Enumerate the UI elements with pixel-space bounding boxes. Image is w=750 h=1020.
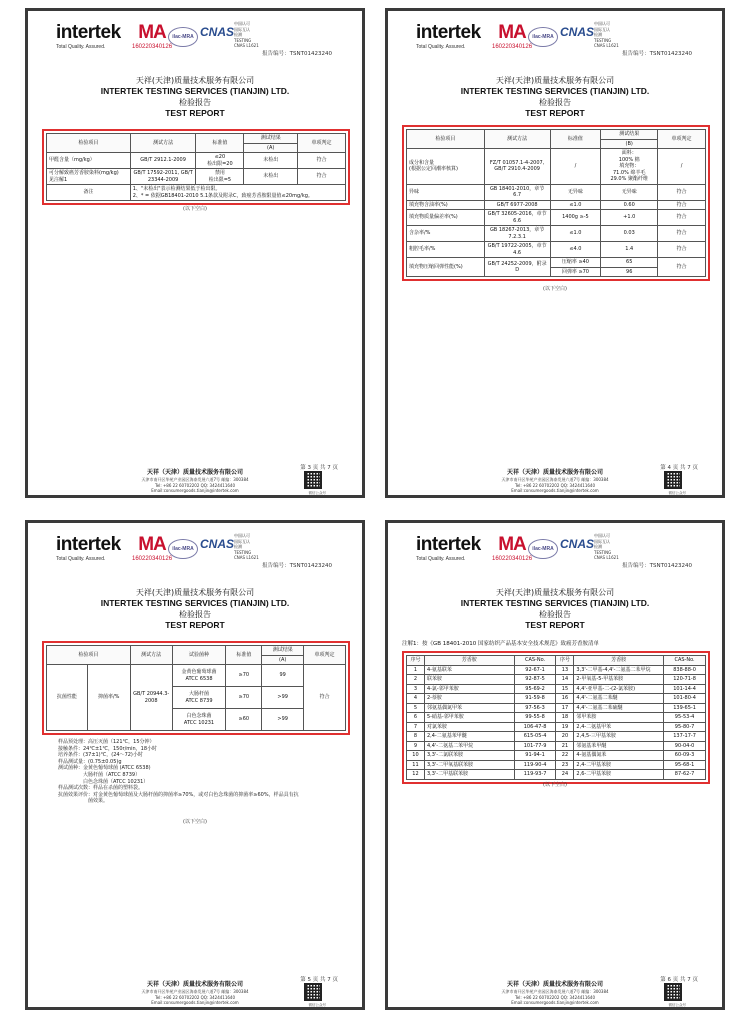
table-row: 7 对氯苯胺 106-47-8 19 2,4-二氨基甲苯 95-80-7 [407,722,706,732]
report-number: 报告编号：TSNT01423240 [622,51,692,57]
table-row: 10 3,3'-二氯联苯胺 91-94-1 22 4-氨基偶氮苯 60-09-3 [407,751,706,761]
page-number: 第 6 页 共 7 页 [660,977,698,983]
qr-caption: 微信公众号 [308,491,326,495]
report-titles: 天祥(天津)质量技术服务有限公司 INTERTEK TESTING SERVICES (TIANJIN) LTD. 检验报告 TEST REPORT [100,588,290,630]
col-header: 单项判定 [298,134,346,153]
qr-code-icon [664,983,682,1001]
table-row: 粗腔毛率/% GB/T 19722-2005，章节4.6 ≤4.0 1.4 符合 [407,242,706,258]
table-row: 6 5-硝基-邻甲苯胺 99-55-8 18 邻甲苯胺 95-53-4 [407,713,706,723]
results-table-highlight [42,129,350,205]
page-number: 第 3 页 共 7 页 [300,465,338,471]
annotation-intro: 注解1：按《GB 18401-2010 国家纺织产品基本安全技术规范》致癌芳香胺清单 [402,641,600,647]
col-header: 标准值 [196,134,244,153]
table-row: 5 邻氨基偶氮甲苯 97-56-3 17 4,4'-二氨基二苯硫醚 139-65-1 [407,703,706,713]
report-header [388,523,722,579]
report-number: 报告编号：TSNT01423240 [622,563,692,569]
end-note: (以下空白) [183,206,207,212]
ma-logo: MA [138,534,166,555]
report-header [388,11,722,67]
ilac-mra-logo: ilac-MRA [168,539,198,559]
report-footer: 天祥（天津）质量技术服务有限公司 天津市南开区华苑产业园区海泰发展六道7号 邮编：300384 Tel: +86 22 60702202 QQ: 3424411640 Email:consumergoods.tianjin@intertek.com [501,981,609,1005]
qr-caption: 微信公众号 [308,1003,326,1007]
table-row: 12 3,3'-二甲基联苯胺 119-93-7 24 2,6-二甲基苯胺 87-62-7 [407,770,706,780]
ilac-mra-logo: ilac-MRA [168,27,198,47]
results-table: 检验项目 测试方法 标准值 测试结果 单项判定 (B) 成分和含量 (根据公定回潮率核算) FZ/T 01057.1-4-2007, GB/T 2910.4-2009 / 面料： 100% 棉 填充物： 71.0% 绵羊毛 29.0% 聚酯纤维 / 异味 GB 18401-2010，章节6.7 无异味 无异味 符合 填充物含油率(%) GB/T 6977-2008 ≤1.0 0.60 符合 填充物质量偏差率(%) GB/T 32605-2016，章节6.6 1400g ≥-5 +1.0 符合 含杂率/% GB 18267-2013，章节7.2.3.1 ≤1.0 0.03 符合 粗腔毛率/% GB/T 19722-2005，章节4.6 ≤4.0 1.4 符合 填充物压缩回弹性能(%) GB/T 24252-2009，附录D 压缩率 ≥40 65 符合 回弹率 ≥70 96 [406,129,706,277]
cnas-logo: CNAS [560,537,595,551]
end-note: (以下空白) [183,819,207,825]
ma-logo: MA [498,22,526,43]
results-table [46,133,346,201]
qr-code-icon [664,471,682,489]
qr-code-icon [304,983,322,1001]
report-titles: 天祥(天津)质量技术服务有限公司 INTERTEK TESTING SERVICES (TIANJIN) LTD. 检验报告 TEST REPORT [460,588,650,630]
table-row: 3 4-氯-邻甲苯胺 95-69-2 15 4,4'-亚甲基-二-(2-氯苯胺) 101-14-4 [407,684,706,694]
report-titles: 天祥(天津)质量技术服务有限公司 INTERTEK TESTING SERVICES (TIANJIN) LTD. 检验报告 TEST REPORT [460,76,650,118]
page-number: 第 4 页 共 7 页 [660,465,698,471]
intertek-logo: intertek [416,22,481,43]
table-row: 异味 GB 18401-2010，章节6.7 无异味 无异味 符合 [407,184,706,200]
qr-caption: 微信公众号 [668,1003,686,1007]
report-footer: 天祥（天津）质量技术服务有限公司 天津市南开区华苑产业园区海泰发展六道7号 邮编：300384 Tel: +86 22 60702202 QQ: 3424411640 Email:consumergoods.tianjin@intertek.com [141,469,249,493]
table-row: 可分解致癌芳香胺染料(mg/kg) 见注解1 GB/T 17592-2011, GB/T 23344-2009 禁用 检出限=5 未检出 符合 [47,169,346,185]
table-row: 9 4,4'-二氨基二苯甲烷 101-77-9 21 邻氨基苯甲醚 90-04-0 [407,741,706,751]
ma-code: 160220340126 [492,44,533,50]
cnas-text: 中国认可 国际互认 检测 TESTING CNAS L1621 [234,533,259,560]
remark-line: 抗菌效果评价：对金黄色葡萄球菌及大肠杆菌的抑菌率≥70%，或对白色念珠菌的抑菌率≥60%，样品具有抗 [58,791,299,798]
report-page-5 [25,520,365,1010]
qr-code-icon [304,471,322,489]
remark-line: 测试菌种：金黄色葡萄球菌 (ATCC 6538) [58,765,151,772]
remark-line: 样品预处理：高压灭菌（121℃，15分钟） [58,739,155,745]
results-table: 检验项目 测试方法 试验菌种 标准值 测试结果 单项判定 (A) 抗菌性能 抑菌率/% GB/T 20944.3-2008 金黄色葡萄球菌 ATCC 6538 ≥70 99 符合 大肠杆菌 ATCC 8739 ≥70 >99 白色念珠菌 ATCC 10231 ≥60 >99 [46,645,346,731]
report-page-6 [385,520,725,1010]
report-header [28,11,362,67]
table-row: 4 2-萘胺 91-59-8 16 4,4'-二氨基二苯醚 101-80-4 [407,694,706,704]
table-row: 抗菌性能 抑菌率/% GB/T 20944.3-2008 金黄色葡萄球菌 ATCC 6538 ≥70 99 符合 [47,665,346,687]
report-number: 报告编号：TSNT01423240 [262,51,332,57]
qr-caption: 微信公众号 [668,491,686,495]
remark-line: 样品测试量：(0.75±0.05)g [58,758,122,765]
amines-table-highlight [402,651,710,784]
note-row: 备注 1、"未检出"表示检测结果低于检出限。 2、* = 依据GB18401-2010 5.1条款及附录C，致癌芳香胺限量值≤20mg/kg。 [47,185,346,201]
page-number: 第 5 页 共 7 页 [300,977,338,983]
report-header [28,523,362,579]
ilac-mra-logo: ilac-MRA [528,27,558,47]
remark-line: 接触条件：24℃±1℃，150r/min，18小时 [58,745,158,752]
cnas-text: 中国认可 国际互认 检测 TESTING CNAS L1621 [594,533,619,560]
end-note: (以下空白) [543,286,567,292]
table-row: 白色念珠菌 ATCC 10231 ≥60 >99 [47,709,346,731]
cnas-logo: CNAS [560,25,595,39]
remark-line: 白色念珠菌（ATCC 10231） [58,778,149,785]
title-cn-report: 检验报告 [179,98,211,107]
table-row: 2 联苯胺 92-87-5 14 2-甲氧基-5-甲基苯胺 120-71-8 [407,675,706,685]
cnas-text: 中国认可 国际互认 检测 TESTING CNAS L1621 [594,21,619,48]
ma-logo: MA [498,534,526,555]
title-en-company: INTERTEK TESTING SERVICES (TIANJIN) LTD. [100,86,290,96]
table-row: 成分和含量 (根据公定回潮率核算) FZ/T 01057.1-4-2007, GB/T 2910.4-2009 / 面料： 100% 棉 填充物： 71.0% 绵羊毛 29.0% 聚酯纤维 / [407,149,706,185]
report-titles [28,75,362,119]
remark-line: 菌效果。 [58,798,109,805]
intertek-logo: intertek [416,534,481,555]
table-row: 填充物压缩回弹性能(%) GB/T 24252-2009，附录D 压缩率 ≥40 65 符合 [407,258,706,268]
end-note: (以下空白) [543,782,567,788]
col-header: 检验项目 [47,134,131,153]
table-row: 含杂率/% GB 18267-2013，章节7.2.3.1 ≤1.0 0.03 符合 [407,226,706,242]
intertek-logo: intertek [56,534,121,555]
title-en-report: TEST REPORT [165,108,225,118]
results-table-highlight [42,641,350,735]
report-footer: 天祥（天津）质量技术服务有限公司 天津市南开区华苑产业园区海泰发展六道7号 邮编：300384 Tel: +86 22 60702202 QQ: 3424411640 Email:consumergoods.tianjin@intertek.com [141,981,249,1005]
report-page-4 [385,8,725,498]
col-header: 测试结果 [244,134,298,144]
report-footer: 天祥（天津）质量技术服务有限公司 天津市南开区华苑产业园区海泰发展六道7号 邮编：300384 Tel: +86 22 60702202 QQ: 3424411640 Email:consumergoods.tianjin@intertek.com [501,469,609,493]
tagline: Total Quality. Assured. [416,556,466,562]
test-remarks [58,739,338,805]
report-number: 报告编号：TSNT01423240 [262,563,332,569]
cnas-logo: CNAS [200,537,235,551]
tagline: Total Quality. Assured. [56,44,106,50]
remark-line: 培养条件：(37±1)℃，(24～72)小时 [58,752,143,759]
title-cn-company: 天祥(天津)质量技术服务有限公司 [135,76,255,85]
table-row: 1 4-氨基联苯 92-67-1 13 3,3'-二甲基-4,4'-二氨基二苯甲烷 838-88-0 [407,665,706,675]
amines-table: 序号 芳香胺 CAS-No. 序号 芳香胺 CAS-No. 1 4-氨基联苯 92-67-1 13 3,3'-二甲基-4,4'-二氨基二苯甲烷 838-88-0 2 联苯胺 92-87-5 14 2-甲氧基-5-甲基苯胺 120-71-8 3 4-氯-邻甲苯胺 95-69-2 15 4,4'-亚甲基-二-(2-氯苯胺) 101-14-4 4 2-萘胺 91-59-8 16 4,4'-二氨基二苯醚 101-80-4 5 邻氨基偶氮甲苯 97-56-3 17 4,4'-二氨基二苯硫醚 139-65-1 6 5-硝基-邻甲苯胺 99-55-8 18 邻甲苯胺 95-53-4 7 对氯苯胺 106-47-8 19 2,4-二氨基甲苯 95-80-7 8 2,4-二氨基苯甲醚 615-05-4 20 2,4,5-三甲基苯胺 137-17-7 9 4,4'-二氨基二苯甲烷 101-77-9 21 邻氨基苯甲醚 90-04-0 10 3,3'-二氯联苯胺 91-94-1 22 4-氨基偶氮苯 60-09-3 11 3,3'-二甲氧基联苯胺 119-90-4 23 2,4-二甲基苯胺 95-68-1 12 3,3'-二甲基联苯胺 119-93-7 24 2,6-二甲基苯胺 87-62-7 [406,655,706,780]
col-header: 测试方法 [130,134,196,153]
table-row: 填充物含油率(%) GB/T 6977-2008 ≤1.0 0.60 符合 [407,200,706,210]
ma-code: 160220340126 [132,44,173,50]
sample-col-header: (A) [244,143,298,153]
results-table-highlight [402,125,710,281]
intertek-logo: intertek [56,22,121,43]
table-row: 回弹率 ≥70 96 [407,267,706,277]
table-row: 甲醛含量（mg/kg） GB/T 2912.1-2009 ≤20 检出限=20 未检出 符合 [47,153,346,169]
ma-code: 160220340126 [132,556,173,562]
table-row: 8 2,4-二氨基苯甲醚 615-05-4 20 2,4,5-三甲基苯胺 137-17-7 [407,732,706,742]
table-row: 大肠杆菌 ATCC 8739 ≥70 >99 [47,687,346,709]
ma-logo: MA [138,22,166,43]
remark-line: 大肠杆菌（ATCC 8739） [58,771,141,778]
cnas-text: 中国认可 国际互认 检测 TESTING CNAS L1621 [234,21,259,48]
ilac-mra-logo: ilac-MRA [528,539,558,559]
remark-line: 样品测试次数：样品在杀菌的塑料袋。 [58,785,144,792]
cnas-logo: CNAS [200,25,235,39]
table-row: 填充物质量偏差率(%) GB/T 32605-2016，章节6.6 1400g ≥-5 +1.0 符合 [407,210,706,226]
tagline: Total Quality. Assured. [56,556,106,562]
tagline: Total Quality. Assured. [416,44,466,50]
report-page-3 [25,8,365,498]
table-row: 11 3,3'-二甲氧基联苯胺 119-90-4 23 2,4-二甲基苯胺 95-68-1 [407,760,706,770]
ma-code: 160220340126 [492,556,533,562]
